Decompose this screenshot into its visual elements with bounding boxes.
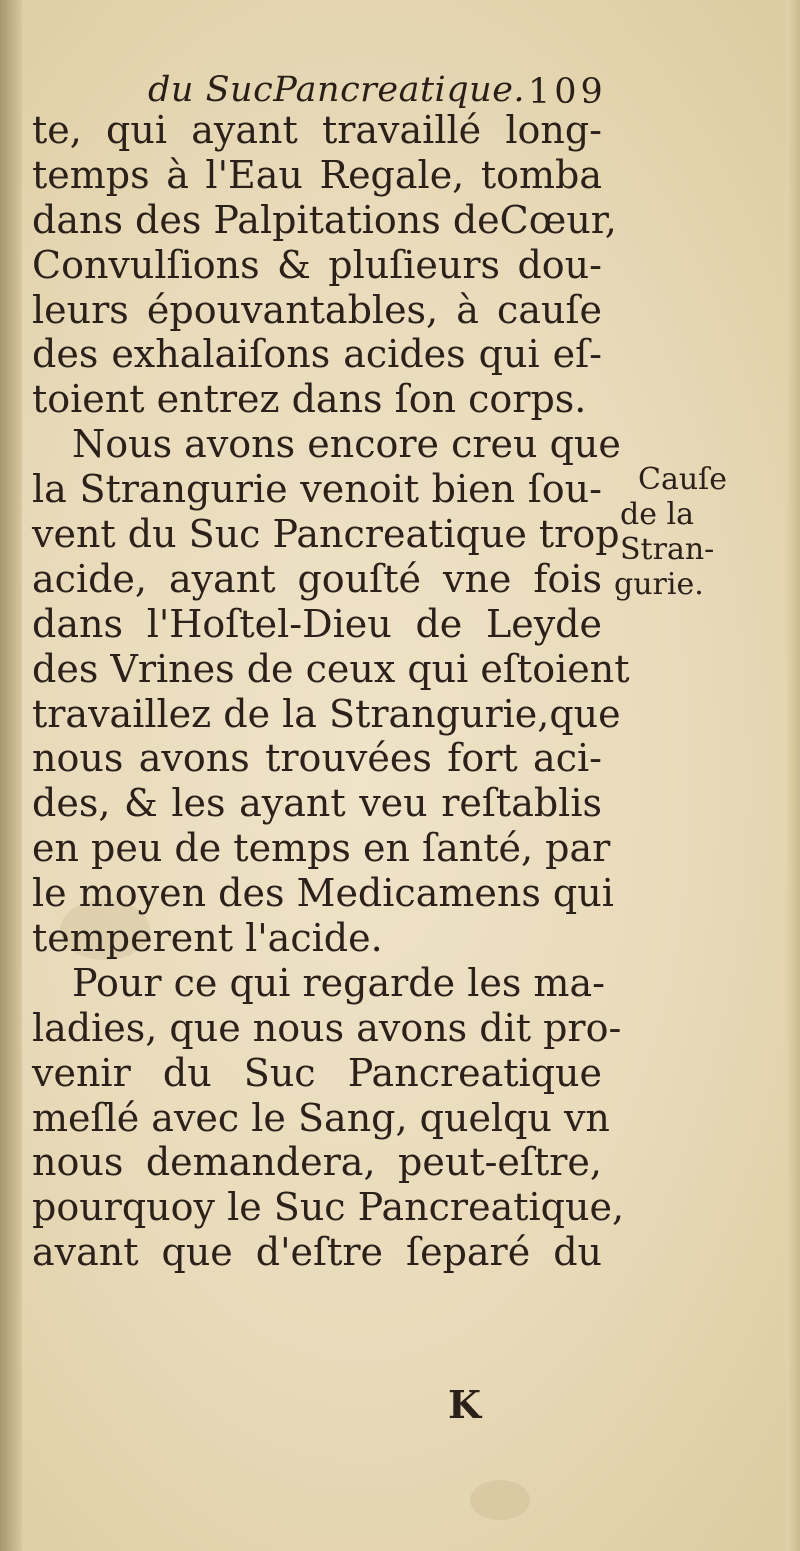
text-line: la Strangurie venoit bien ſou-: [32, 467, 602, 512]
text-line: avant que d'eſtre ſeparé du: [32, 1230, 602, 1275]
text-line: ladies, que nous avons dit pro-: [32, 1005, 622, 1050]
text-line: acide, ayant gouſté vne fois: [32, 556, 602, 601]
paper-stain: [470, 1480, 530, 1520]
margin-note: [612, 462, 728, 602]
text-line: venir du Suc Pancreatique: [32, 1050, 602, 1095]
page-edge: [786, 0, 800, 1551]
margin-note-line: de la: [620, 497, 694, 532]
signature-mark: K: [448, 1382, 482, 1427]
text-line: dans des Palpitations deCœur,: [32, 197, 617, 242]
text-line: des exhalaiſons acides qui eſ-: [32, 332, 602, 377]
text-line: nous avons trouvées fort aci-: [32, 736, 602, 781]
page-number: 109: [528, 72, 607, 112]
margin-note-line: gurie.: [614, 567, 704, 602]
margin-note-line: Cauſe: [638, 462, 728, 497]
margin-note-line: Stran-: [620, 532, 715, 567]
text-line: nous demandera, peut-eſtre,: [32, 1140, 602, 1185]
text-line: Pour ce qui regarde les ma-: [72, 960, 605, 1005]
text-line: pourquoy le Suc Pancreatique,: [32, 1185, 625, 1230]
text-line: Nous avons encore creu que: [72, 422, 621, 467]
text-line: temperent l'acide.: [32, 916, 383, 961]
text-line: toient entrez dans ſon corps.: [32, 377, 587, 422]
text-line: te, qui ayant travaillé long-: [32, 108, 602, 152]
text-line: des, & les ayant veu reſtablis: [32, 781, 602, 826]
text-line: dans l'Hoſtel-Dieu de Leyde: [32, 601, 602, 646]
text-line: meſlé avec le Sang, quelqu vn: [32, 1095, 610, 1140]
text-line: Convulſions & pluſieurs dou-: [32, 242, 602, 287]
text-line: vent du Suc Pancreatique trop: [32, 512, 620, 557]
text-line: le moyen des Medicamens qui: [32, 871, 614, 916]
text-line: temps à l'Eau Regale, tomba: [32, 152, 602, 197]
text-line: leurs épouvantables, à cauſe: [32, 287, 602, 332]
text-line: travaillez de la Strangurie,que: [32, 691, 621, 736]
page-gutter: [0, 0, 22, 1551]
text-line: en peu de temps en ſanté, par: [32, 826, 611, 871]
text-line: des Vrines de ceux qui eſtoient: [32, 646, 630, 691]
body-text: [32, 108, 630, 1275]
running-head: du SucPancreatique.: [148, 70, 526, 110]
